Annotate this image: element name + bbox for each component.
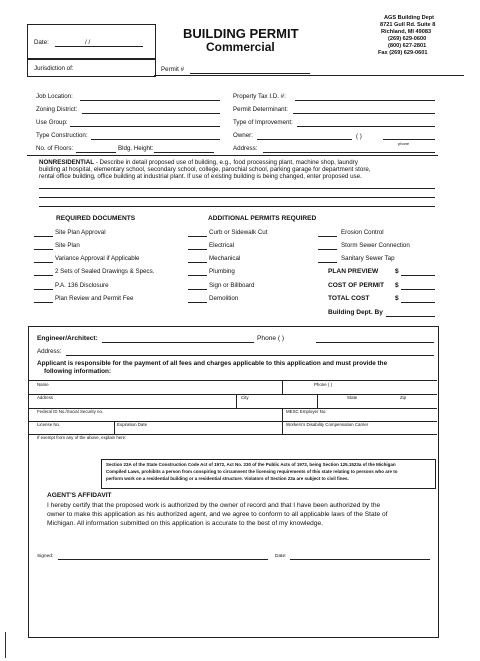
additional-permits-heading: ADDITIONAL PERMITS REQUIRED [208,215,317,222]
cost-permit-dollar: $ [395,282,399,289]
required-docs-heading: REQUIRED DOCUMENTS [56,215,136,222]
tax-id-input[interactable] [295,100,435,101]
date-sign-label: Date: [275,554,287,559]
date-input[interactable] [55,46,143,47]
dept-by-label: Building Dept. By [328,309,383,316]
applicant-address-label: Address: [37,348,62,355]
zoning-input[interactable] [82,113,220,114]
responsibility-line1: Applicant is responsible for the payment of all fees and charges applicable to this application and must provide the [37,360,388,367]
job-location-input[interactable] [80,100,220,101]
grid-license: License No. [37,422,61,427]
dept-city: Richland, MI 49083 [381,29,432,35]
applicant-address-input[interactable] [66,355,434,356]
grid-exp: Expiration Date [117,422,148,427]
engineer-phone-label: Phone ( ) [257,335,285,342]
nonres-line2: building at hospital, elementary school, secondary school, college, parochial school, parking garage for department store, [39,166,371,173]
owner-input[interactable] [257,139,352,140]
add2-check-0[interactable] [318,236,337,237]
nonres-rule [27,155,438,156]
grid-zip: Zip [400,395,407,400]
type-construction-label: Type Construction: [36,132,88,139]
add2-check-2[interactable] [318,262,337,263]
add-item-0: Curb or Sidewalk Cut [209,229,268,236]
grid-vline-workers [282,421,283,434]
add-check-2[interactable] [188,262,207,263]
cost-permit-input[interactable] [401,289,435,290]
total-cost-label: TOTAL COST [328,295,370,302]
date-sign-input[interactable] [290,559,430,560]
add2-item-1: Storm Sewer Connection [341,242,410,249]
plan-preview-label: PLAN PREVIEW [328,268,379,275]
height-input[interactable] [154,152,214,153]
dept-phone1: (269) 629-0600 [388,36,427,42]
grid-mesc: MESC Employer No. [286,409,327,414]
grid-address: Address [37,395,54,400]
add2-check-1[interactable] [318,249,337,250]
cost-permit-label: COST OF PERMIT [328,282,385,289]
signed-input[interactable] [58,559,268,560]
improvement-label: Type of Improvement: [233,119,293,126]
dept-street: 8721 Gull Rd. Suite 8 [380,22,436,28]
add-check-1[interactable] [188,249,207,250]
req-item-3: 2 Sets of Sealed Drawings & Specs. [55,268,155,275]
plan-preview-dollar: $ [395,268,399,275]
jurisdiction-label: Jurisdiction of: [34,65,74,72]
grid-vline-state [317,394,318,408]
owner-label: Owner: [233,132,253,139]
floors-input[interactable] [76,152,116,153]
grid-rule-1 [28,394,437,395]
req-check-2[interactable] [34,262,53,263]
date-slashes: / / [85,39,91,46]
dept-name: AGS Building Dept [384,15,435,21]
grid-name: Name [37,382,49,387]
grid-city: City [241,395,249,400]
req-item-5: Plan Review and Permit Fee [55,295,134,302]
improvement-input[interactable] [297,126,435,127]
affidavit-line1: I hereby certify that the proposed work is authorized by the owner of record and that I have been authorized by the [47,502,381,509]
req-item-2: Variance Approval if Applicable [55,255,140,262]
owner-phone-input[interactable] [383,139,435,140]
dept-phone2: (800) 627-2801 [388,43,427,49]
zoning-label: Zoning District: [36,106,78,113]
page-subtitle: Commercial [206,40,275,54]
section23-line2: Compiled Laws, prohibits a person from conspiring to circumvent the licensing requirements of this state relating to persons who are to [106,469,398,474]
nonres-blank-3[interactable] [39,206,435,207]
owner-phone-sub: phone [398,141,410,146]
add-check-0[interactable] [188,236,207,237]
add-check-4[interactable] [188,289,207,290]
scan-mark-left [5,632,6,658]
header-rule [154,75,464,76]
add-item-2: Mechanical [209,255,241,262]
req-check-4[interactable] [34,289,53,290]
req-item-0: Site Plan Approval [55,229,106,236]
type-construction-input[interactable] [91,139,220,140]
engineer-phone-input[interactable] [316,342,434,343]
grid-rule-3 [28,421,437,422]
permit-input[interactable] [190,73,310,74]
floors-label: No. of Floors: [36,145,74,152]
owner-phone-paren: ( ) [356,133,362,140]
add2-item-0: Erosion Control [341,229,384,236]
nonres-line1 [39,159,358,166]
add-item-4: Sign or Billboard [209,282,255,289]
req-item-4: P.A. 136 Disclosure [55,282,109,289]
use-group-input[interactable] [70,126,220,127]
nonres-blank-2[interactable] [39,197,435,198]
req-check-5[interactable] [34,302,53,303]
req-item-1: Site Plan [55,242,80,249]
grid-vline-exp [114,421,115,434]
add-item-5: Demolition [209,295,239,302]
grid-vline-city [236,394,237,408]
grid-phone: Phone ( ) [314,382,333,387]
permit-label: Permit # [161,66,185,73]
dept-by-input[interactable] [386,316,435,317]
affidavit-line2: owner to make this application as his authorized agent, and we agree to conform to all applicable laws of the State of [47,511,388,518]
nonres-line3: rental office building, office building at industrial plant. If use of existing building is being changed, enter proposed use. [39,173,362,180]
grid-workers: Workers's Disability Compensation Carrier [286,422,369,427]
height-label: Bldg. Height: [118,145,154,152]
plan-preview-input[interactable] [401,275,435,276]
req-check-3[interactable] [34,275,53,276]
date-label: Date: [34,39,49,46]
grid-exempt: If exempt from any of the above, explain here: [37,435,127,440]
total-cost-input[interactable] [401,302,435,303]
total-cost-dollar: $ [395,295,399,302]
grid-vline-mesc [282,408,283,421]
grid-fed-id: Federal ID No./Social Security no. [37,409,104,414]
nonres-blank-1[interactable] [39,188,435,189]
section23-line1: Section 23A of the State Construction Code Act of 1972, Act No. 230 of the Public Acts of 1972, being Section 125.1523a of the Michigan [106,462,396,467]
signed-label: Signed: [37,554,54,559]
dept-fax: Fax (269) 629-0601 [378,50,428,56]
use-group-label: Use Group: [36,119,68,126]
req-check-0[interactable] [34,236,53,237]
nonres-label: NONRESIDENTIAL [39,159,95,166]
add-item-3: Plumbing [209,268,235,275]
engineer-label: Engineer/Architect: [37,335,98,342]
nonres-text1: - Describe in detail proposed use of building, e.g., food processing plant, machine shop, laundry [94,159,358,166]
req-check-1[interactable] [34,249,53,250]
add-check-3[interactable] [188,275,207,276]
add-item-1: Electrical [209,242,235,249]
affidavit-heading: AGENT'S AFFIDAVIT [47,492,112,499]
grid-vline-phone [282,381,283,394]
add-check-5[interactable] [188,302,207,303]
job-location-label: Job Location: [36,93,73,100]
owner-address-input[interactable] [263,152,435,153]
permit-determinant-input[interactable] [293,113,435,114]
page-title: BUILDING PERMIT [183,26,299,41]
permit-determinant-label: Permit Determinant: [233,106,289,113]
engineer-input[interactable] [102,342,254,343]
tax-id-label: Property Tax I.D. #: [233,93,286,100]
add2-item-2: Sanitary Sewer Tap [341,255,395,262]
grid-state: State [347,395,358,400]
owner-address-label: Address: [233,145,258,152]
section23-line3: perform work on a residential building or a residential structure. Violators of Section 23a are subject to civil fines. [106,476,349,481]
responsibility-line2: following information: [44,368,112,375]
affidavit-line3: Michigan. All information submitted on this application is accurate to the best of my knowledge. [47,520,323,527]
